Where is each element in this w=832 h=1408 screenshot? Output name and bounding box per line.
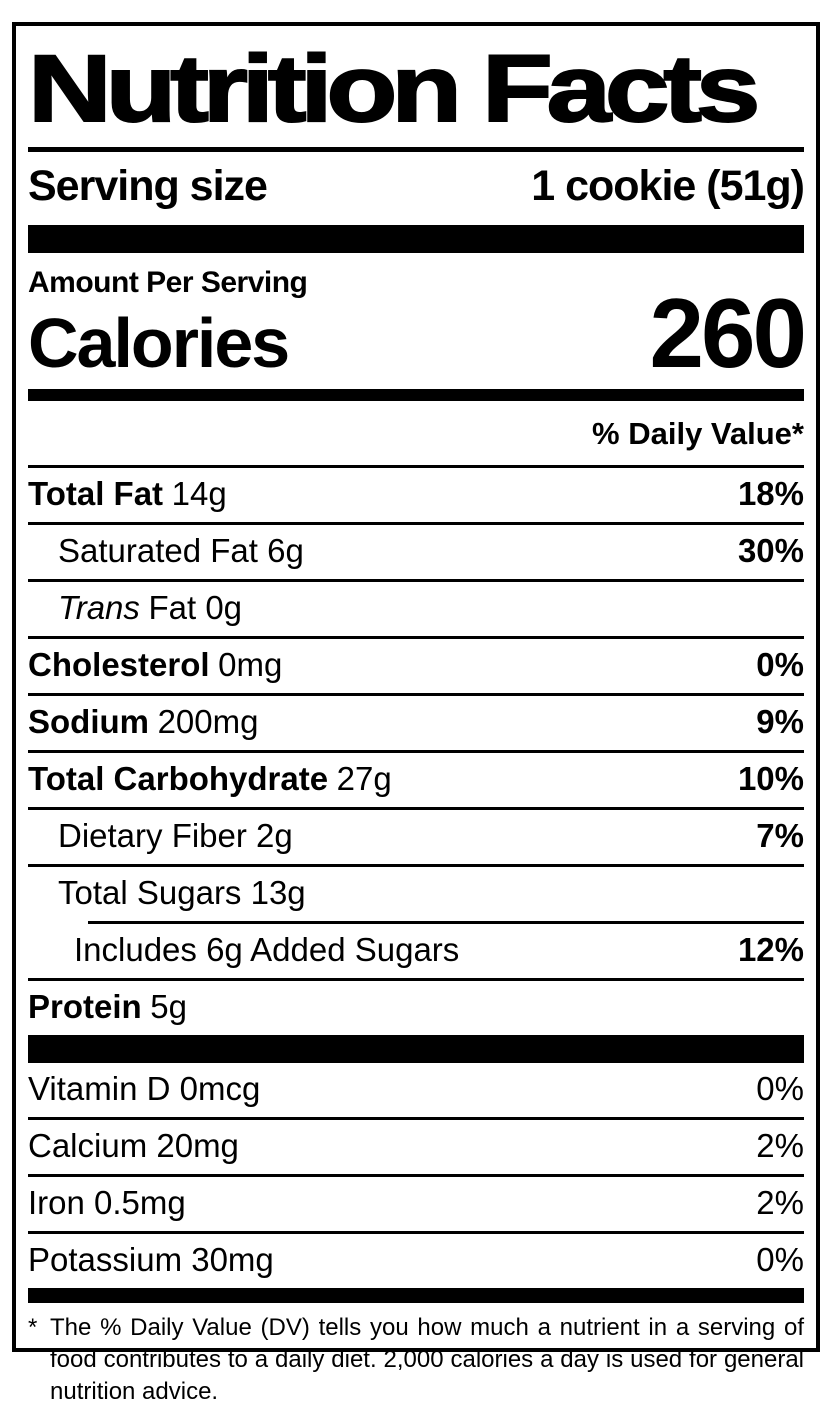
micronutrient-name: Calcium 20mg [28, 1127, 239, 1164]
micronutrient-name: Potassium 30mg [28, 1241, 274, 1278]
micronutrient-dv: 0% [756, 1241, 804, 1278]
micronutrient-dv: 2% [756, 1127, 804, 1164]
micronutrient-dv: 0% [756, 1070, 804, 1107]
micronutrient-row-iron [28, 1177, 804, 1231]
amount-per-serving-label: Amount Per Serving [28, 266, 308, 299]
thick-bar-above-footnote [28, 1288, 804, 1303]
thick-bar-top [28, 225, 804, 253]
nutrient-dv: 12% [737, 931, 804, 968]
serving-size-label: Serving size [28, 162, 267, 210]
nutrient-amount: 27g [336, 760, 392, 797]
nutrient-name-italic: Trans [58, 589, 140, 626]
calories-value: 260 [649, 278, 804, 388]
nutrient-dv: 10% [737, 760, 804, 797]
thick-bar-under-calories [28, 389, 804, 401]
micronutrient-name: Vitamin D 0mcg [28, 1070, 261, 1107]
nutrient-row-saturated-fat [28, 525, 804, 579]
nutrient-name: Sodium [28, 703, 149, 740]
micronutrient-row-calcium [28, 1120, 804, 1174]
micronutrient-row-vitamin-d [28, 1063, 804, 1117]
serving-size-value: 1 cookie (51g) [531, 162, 804, 210]
nutrient-name: Total Carbohydrate [28, 760, 329, 797]
footnote-line-3: nutrition advice. [50, 1377, 219, 1405]
nutrient-dv: 9% [756, 703, 804, 740]
label-title [28, 30, 804, 142]
nutrient-amount: 0mg [218, 646, 283, 683]
nutrient-row-trans-fat [28, 582, 804, 636]
daily-value-header: % Daily Value* [592, 416, 804, 451]
nutrient-row-dietary-fiber [28, 810, 804, 864]
nutrient-row-total-carbohydrate [28, 753, 804, 807]
nutrient-row-sodium [28, 696, 804, 750]
nutrient-row-total-sugars [28, 867, 804, 921]
nutrient-row-added-sugars [28, 924, 804, 978]
nutrient-dv: 7% [756, 817, 804, 854]
nutrient-amount: 14g [171, 475, 227, 512]
footnote [28, 1303, 804, 1408]
thick-bar-under-protein [28, 1035, 804, 1063]
nutrient-name: Saturated Fat 6g [58, 532, 304, 569]
nutrient-name: Cholesterol [28, 646, 210, 683]
nutrient-row-total-fat [28, 468, 804, 522]
nutrient-row-protein [28, 981, 804, 1035]
nutrient-name: Protein [28, 988, 142, 1025]
nutrient-dv: 0% [756, 646, 804, 683]
label-title-text: Nutrition Facts [28, 36, 755, 142]
nutrient-row-cholesterol [28, 639, 804, 693]
footnote-text [50, 1312, 804, 1408]
nutrition-facts-label [12, 22, 820, 1405]
nutrient-amount: 5g [150, 988, 187, 1025]
nutrient-name: Total Sugars 13g [58, 874, 306, 911]
serving-size-row [28, 152, 804, 225]
nutrient-dv: 30% [737, 532, 804, 569]
micronutrient-name: Iron 0.5mg [28, 1184, 186, 1221]
nutrient-amount: 200mg [157, 703, 259, 740]
calories-label: Calories [28, 304, 289, 382]
footnote-line-1: The % Daily Value (DV) tells you how much a nutrient in a serving of [50, 1314, 804, 1341]
nutrient-name: Includes 6g Added Sugars [74, 931, 460, 968]
nutrient-name: Total Fat [28, 475, 164, 512]
micronutrient-row-potassium [28, 1234, 804, 1288]
nutrient-amount: Fat 0g [148, 589, 243, 626]
nutrient-name: Dietary Fiber 2g [58, 817, 293, 854]
footnote-line-2: food contributes to a daily diet. 2,000 calories a day is used for general [50, 1345, 804, 1373]
micronutrient-dv: 2% [756, 1184, 804, 1221]
nutrient-dv: 18% [737, 475, 804, 512]
footnote-marker: * [28, 1314, 38, 1341]
